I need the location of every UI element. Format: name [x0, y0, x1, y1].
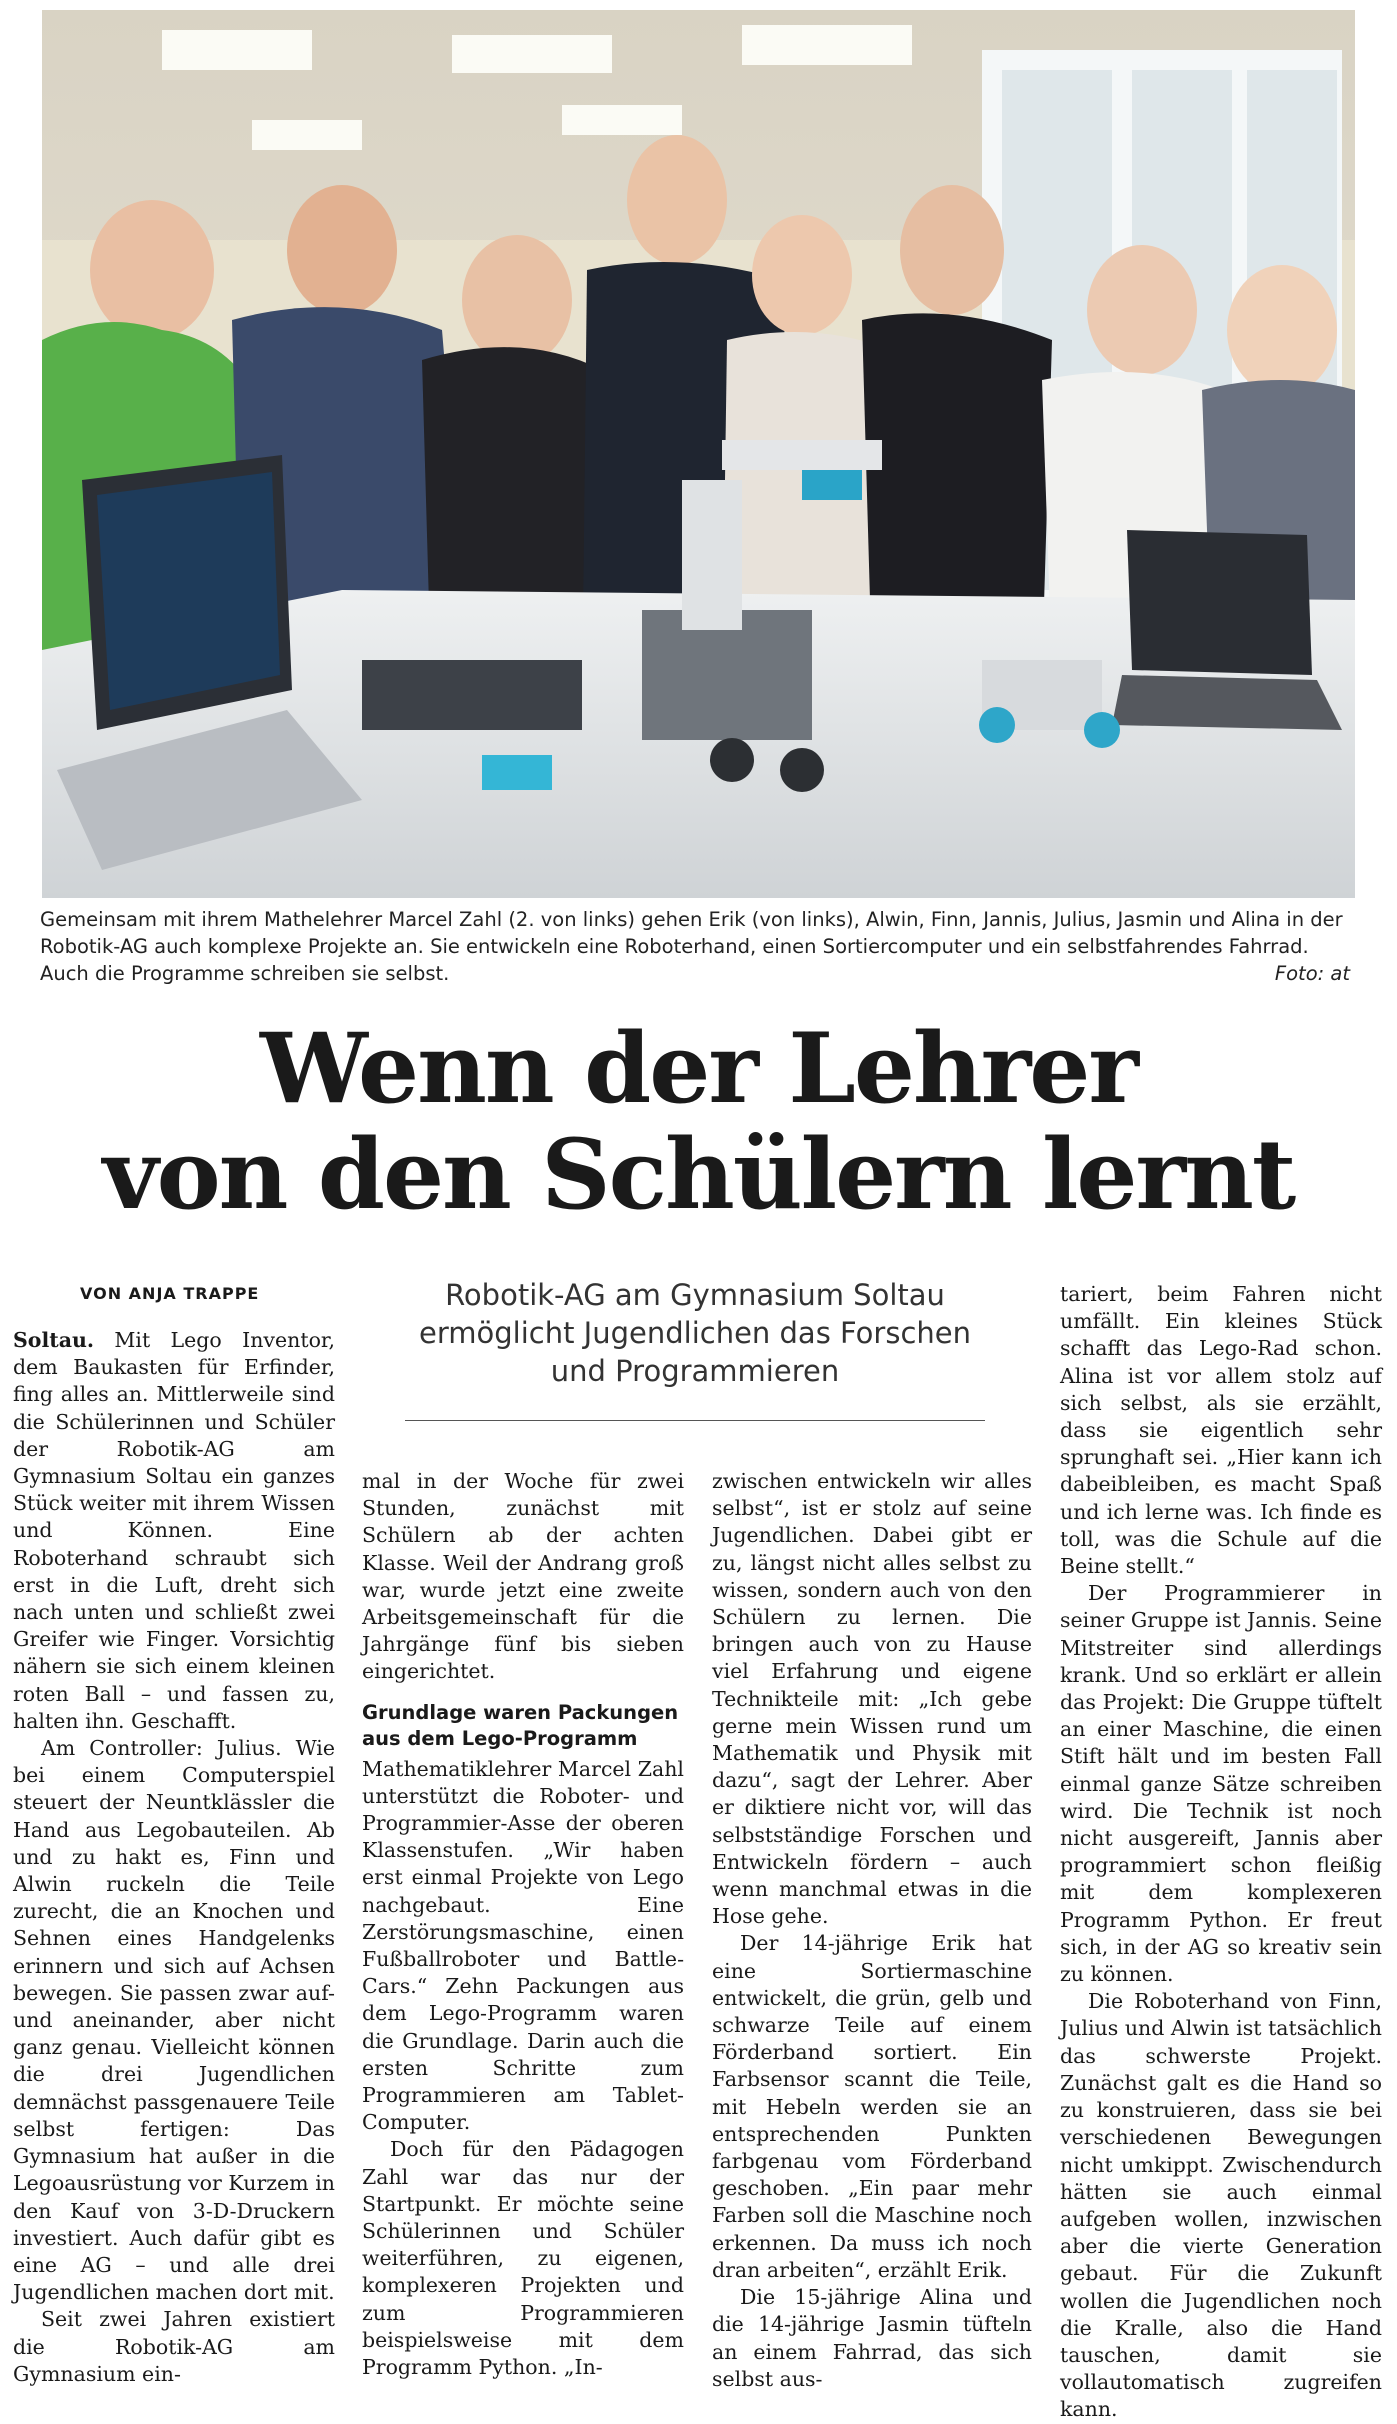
caption-text: Gemeinsam mit ihrem Mathelehrer Marcel Zahl (2. von links) gehen Erik (von links), Alwin, Finn, Jannis, Julius, Jasmin und Alina in der Robotik-AG auch komplexe Projekte an. Sie entwickeln eine Roboterhand, einen Sortiercomputer und ein selbstfahrendes Fahrrad. Auch die Programme schreiben sie selbst.	[40, 908, 1343, 985]
paragraph: Die Roboterhand von Finn, Julius und Alwin ist tatsächlich das schwerste Projekt. Zunächst galt es die Hand so zu konstruieren, dass sie bei verschiedenen Bewegungen nicht umkippt. Zwischendurch hätten sie auch einmal aufgeben wollen, inzwischen aber die vierte Generation gebaut. Für die Zukunft wollen die Jugendlichen noch die Kralle, also die Hand tauschen, damit sie vollautomatisch zugreifen kann.	[1060, 1989, 1382, 2422]
paragraph: Am Controller: Julius. Wie bei einem Computerspiel steuert der Neuntklässler die Hand aus Legobauteilen. Ab und zu hakt es, Finn und Alwin ruckeln die Teile zurecht, die an Knochen und Sehnen eines Handgelenks erinnern und sich auf Achsen bewegen. Sie passen zwar auf- und aneinander, aber nicht ganz genau. Vielleicht können die drei Jugendlichen demnächst passgenauere Teile selbst fertigen: Das Gymnasium hat außer in die Legoausrüstung vor Kurzem in den Kauf von 3-D-Druckern investiert. Auch dafür gibt es eine AG – und alle drei Jugendlichen machen dort mit.	[13, 1736, 335, 2305]
section-heading: Grundlage waren Packungen aus dem Lego-Programm	[362, 1700, 679, 1750]
paragraph: Doch für den Pädagogen Zahl war das nur der Startpunkt. Er möchte seine Schülerinnen und Schüler weiterführen, zu eigenen, komplexeren Projekten und zum Programmieren beispielsweise mit dem Programm Python. „In-	[362, 2137, 684, 2380]
headline-line-1: Wenn der Lehrer	[260, 1012, 1137, 1125]
paragraph: Soltau. Mit Lego Inventor, dem Baukasten für Erfinder, fing alles an. Mittlerweile sind die Schülerinnen und Schüler der Robotik-AG am Gymnasium Soltau ein ganzes Stück weiter mit ihrem Wissen und Können. Eine Roboterhand schraubt sich erst in die Luft, dreht sich nach unten und schließt zwei Greifer wie Finger. Vorsichtig nähern sie sich einem kleinen roten Ball – und fassen zu, halten ihn. Geschafft.	[13, 1328, 335, 1733]
photo-caption	[40, 906, 1350, 987]
paragraph: Der 14-jährige Erik hat eine Sortiermaschine entwickelt, die grün, gelb und schwarze Teile auf einem Förderband sortiert. Ein Farbsensor scannt die Teile, mit Hebeln werden sie an entsprechenden Punkten farbgenau vom Förderband geschoben. „Ein paar mehr Farben soll die Maschine noch erkennen. Da muss ich noch dran arbeiten“, erzählt Erik.	[712, 1931, 1032, 2282]
dateline: Soltau.	[13, 1328, 95, 1352]
article-column-4	[1060, 1281, 1382, 2424]
article-column-2	[362, 1468, 684, 2381]
paragraph: Seit zwei Jahren existiert die Robotik-AG am Gymnasium ein-	[13, 2307, 335, 2386]
headline	[0, 1012, 1397, 1231]
subheadline: Robotik-AG am Gymnasium Soltau ermöglicht Jugendlichen das Forschen und Programmieren	[418, 1278, 971, 1388]
paragraph: zwischen entwickeln wir alles selbst“, ist er stolz auf seine Jugendlichen. Dabei gibt er zu, längst nicht alles selbst zu wissen, sondern auch von den Schülern zu lernen. Die bringen auch von zu Hause viel Erfahrung und eigene Technikteile mit: „Ich gebe gerne mein Wissen rund um Mathematik und Physik mit dazu“, sagt der Lehrer. Aber er diktiere nicht vor, will das selbstständige Forschen und Entwickeln fördern – auch wenn manchmal etwas in die Hose gehe.	[712, 1469, 1032, 1929]
byline: VON ANJA TRAPPE	[80, 1284, 260, 1303]
headline-line-2: von den Schülern lernt	[102, 1118, 1295, 1231]
paragraph: tariert, beim Fahren nicht umfällt. Ein kleines Stück schafft das Lego-Rad schon. Alina ist vor allem stolz auf sich selbst, als sie erzählt, dass sie eigentlich sehr sprunghaft sei. „Hier kann ich dabeibleiben, es macht Spaß und ich lerne was. Ich finde es toll, was die Schule auf die Beine stellt.“	[1060, 1282, 1382, 1579]
paragraph: Die 15-jährige Alina und die 14-jährige Jasmin tüfteln an einem Fahrrad, das sich selbst aus-	[712, 2285, 1032, 2391]
article-column-1	[13, 1327, 335, 2388]
article-photo	[42, 10, 1355, 898]
article-column-3	[712, 1468, 1032, 2393]
paragraph: Der Programmierer in seiner Gruppe ist Jannis. Seine Mitstreiter sind allerdings krank. Und so erklärt er allein das Projekt: Die Gruppe tüftelt an einer Maschine, die einen Stift hält und im besten Fall einmal ganze Sätze schreiben wird. Die Technik ist noch nicht ausgereift, Jannis aber programmiert schon fleißig mit dem komplexeren Programm Python. Er freut sich, in der AG so kreativ sein zu können.	[1060, 1581, 1382, 1987]
paragraph: mal in der Woche für zwei Stunden, zunächst mit Schülern ab der achten Klasse. Weil der Andrang groß war, wurde jetzt eine zweite Arbeitsgemeinschaft für die Jahrgänge fünf bis sieben eingerichtet.	[362, 1469, 684, 1684]
photo-credit: Foto: at	[1274, 962, 1350, 985]
paragraph: Mathematiklehrer Marcel Zahl unterstützt die Roboter- und Programmier-Asse der oberen Klassenstufen. „Wir haben erst einmal Projekte von Lego nachgebaut. Eine Zerstörungsmaschine, einen Fußballroboter und Battle-Cars.“ Zehn Packungen aus dem Lego-Programm waren die Grundlage. Darin auch die ersten Schritte zum Programmieren am Tablet-Computer.	[362, 1756, 684, 2135]
classroom-robotics-photo-icon	[42, 10, 1355, 898]
subhead-divider	[405, 1420, 985, 1421]
